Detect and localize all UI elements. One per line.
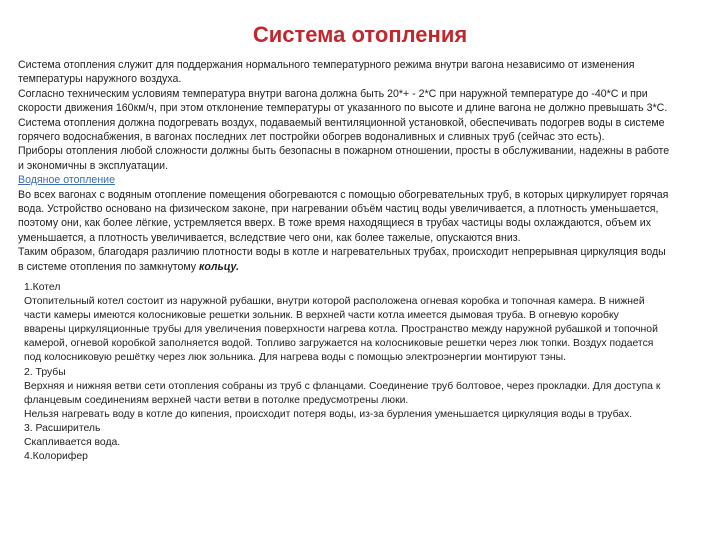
component-heading-heater: 4.Колорифер (24, 451, 88, 463)
text-line: Приборы отопления любой сложности должны быть безопасны в пожарном отношении, просты в обслуживании, надежны в работе (18, 145, 670, 158)
text-line: скорости движения 160км/ч, при этом отклонение температуры от указанного по высоте и длине вагона не должно превышать 3*С. (18, 102, 668, 115)
text-line-closed-ring (18, 260, 708, 274)
text-line: Система отопления служит для поддержания нормального температурного режима внутри вагона независимо от изменения (18, 59, 635, 71)
text-line: части камеры имеются колосниковые решетки зольник. В верхней части котла имеется дымовая труба. В огневую коробку (24, 310, 619, 322)
text-line: вода. Устройство основано на физическом законе, при нагревании объём частиц воды увеличивается, а плотность уменьшается, (18, 203, 659, 216)
text-line: камерой, огневой коробкой заполняется водой. Топливо загружается на колосниковые решетки через люк топки. Воздух подается (24, 338, 654, 350)
text-line: поэтому они, как более лёгкие, устремляется вверх. В тоже время находящиеся в трубах частицы воды охлаждаются, объем их (18, 217, 652, 230)
text-line: вварены циркуляционные трубы для увеличения поверхности нагрева котла. Пространство между наружной рубашкой и топочной (24, 324, 658, 336)
text-line: под колосниковую решётку через люк зольника. Для нагрева воды с помощью электроэнергии монтируют тэны. (24, 352, 567, 364)
text-line: и экономичны в эксплуатации. (18, 159, 169, 172)
text-line: Верхняя и нижняя ветви сети отопления собраны из труб с фланцами. Соединение труб болтовое, через прокладки. Для доступа к (24, 380, 661, 392)
text-line: температуры наружного воздуха. (18, 73, 182, 86)
text-line: фланцевым соединениям верхней части ветви в потолке предусмотрены люки. (24, 394, 409, 406)
component-heading-expander: 3. Расширитель (24, 422, 101, 434)
text-line: Во всех вагонах с водяным отопление помещения обогреваются с помощью обогревательных труб, в которых циркулирует горячая (18, 188, 669, 201)
text-line: Скапливается вода. (24, 437, 121, 449)
text-line: горячего водоснабжения, в вагонах последних лет постройки обогрев водоналивных и сливных труб (сейчас это есть). (18, 131, 605, 144)
page-title: Система отопления (252, 22, 468, 47)
text-line: Система отопления должна подогревать воздух, подаваемый вентиляционной установкой, обеспечивать подогрев воды в системе (18, 116, 665, 129)
text-line: уменьшается, а плотность увеличивается, вследствие чего они, как более тажелые, опускаются вниз. (18, 231, 521, 244)
water-heating-heading (18, 173, 708, 187)
main-text-block (18, 58, 708, 274)
closed-ring-emphasis: кольцу. (199, 260, 239, 273)
component-heading-boiler: 1.Котел (24, 282, 61, 293)
component-heading-pipes: 2. Трубы (24, 366, 66, 378)
text-line: Нельзя нагревать воду в котле до кипения, происходит потеря воды, из-за бурления уменьшается циркуляция воды в трубах. (24, 408, 633, 420)
text-line: Отопительный котел состоит из наружной рубашки, внутри которой расположена огневая коробка и топочная камера. В нижней (24, 296, 645, 308)
components-block (24, 281, 708, 464)
text-line: Согласно техническим условиям температура внутри вагона должна быть 20*+ - 2*С при наружной температуре до -40*С и при (18, 87, 648, 100)
water-heating-link[interactable]: Водяное отопление (18, 174, 115, 187)
text-line: Таким образом, благодаря различию плотности воды в котле и нагревательных трубах, происходит непрерывная циркуляция воды (18, 246, 666, 259)
closed-ring-prefix: в системе отопления по замкнутому (18, 260, 200, 273)
